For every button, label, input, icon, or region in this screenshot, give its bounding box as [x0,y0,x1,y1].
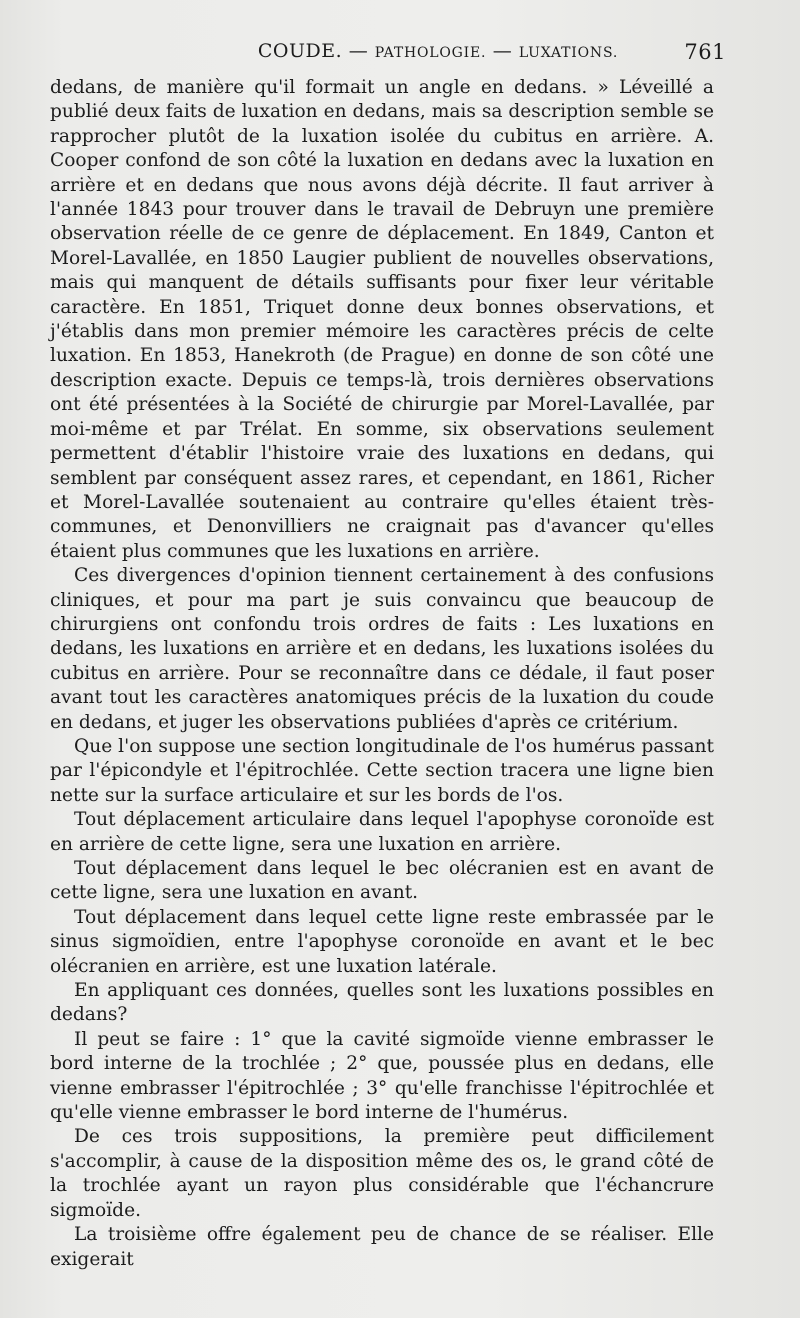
paragraph-1: dedans, de manière qu'il formait un angle en dedans. » Léveillé a publié deux faits de luxation en dedans, mais sa description semble se rapprocher plutôt de la luxation isolée du cubitus en arrière. A. Cooper confond de son côté la luxation en dedans avec la luxation en arrière et en dedans que nous avons déjà décrite. Il faut arriver à l'année 1843 pour trouver dans le travail de Debruyn une première observation réelle de ce genre de déplacement. En 1849, Canton et Morel-Lavallée, en 1850 Laugier publient de nouvelles observations, mais qui manquent de détails suffisants pour fixer leur véritable caractère. En 1851, Triquet donne deux bonnes observations, et j'établis dans mon premier mémoire les caractères précis de celte luxation. En 1853, Hanekroth (de Prague) en donne de son côté une description exacte. Depuis ce temps-là, trois dernières observations ont été présentées à la Société de chirurgie par Morel-Lavallée, par moi-même et par Trélat. En somme, six observations seulement permettent d'établir l'histoire vraie des luxations en dedans, qui semblent par conséquent assez rares, et cependant, en 1861, Richer et Morel-Lavallée soutenaient au contraire qu'elles étaient très-communes, et Denonvilliers ne craignait pas d'avancer qu'elles étaient plus communes que les luxations en arrière. [50,77,714,562]
running-head-part4: LUXATIONS. [518,45,619,61]
running-head-part3: — [492,40,513,62]
paragraph-6: Tout déplacement dans lequel cette ligne reste embrassée par le sinus sigmoïdien, entre l'apophyse coronoïde en avant et le bec olécranien en arrière, est une luxation latérale. [50,906,714,977]
paragraph-7: En appliquant ces données, quelles sont les luxations possibles en dedans? [50,980,714,1026]
page-number: 761 [684,40,726,64]
running-head-part1: COUDE. — [257,40,369,62]
running-head-part2: PATHOLOGIE. [374,45,487,61]
running-head [50,40,770,76]
paragraph-9: De ces trois suppositions, la première peut difficilement s'accomplir, à cause de la disposition même des os, le grand côté de la trochlée ayant un rayon plus considérable que l'échancrure sigmoïde. [50,1126,714,1221]
paragraph-10: La troisième offre également peu de chance de se réaliser. Elle exigerait [50,1224,714,1270]
running-head-title [258,40,618,62]
body-text [50,76,714,1272]
paragraph-2: Ces divergences d'opinion tiennent certainement à des confusions cliniques, et pour ma part je suis convaincu que beaucoup de chirurgiens ont confondu trois ordres de faits : Les luxations en dedans, les luxations en arrière et en dedans, les luxations isolées du cubitus en arrière. Pour se reconnaître dans ce dédale, il faut poser avant tout les caractères anatomiques précis de la luxation du coude en dedans, et juger les observations publiées d'après ce critérium. [50,565,714,733]
paragraph-4: Tout déplacement articulaire dans lequel l'apophyse coronoïde est en arrière de cette ligne, sera une luxation en arrière. [50,809,714,855]
paragraph-8: Il peut se faire : 1° que la cavité sigmoïde vienne embrasser le bord interne de la trochlée ; 2° que, poussée plus en dedans, elle vienne embrasser l'épitrochlée ; 3° qu'elle franchisse l'épitrochlée et qu'elle vienne embrasser le bord interne de l'humérus. [50,1028,714,1124]
paragraph-3: Que l'on suppose une section longitudinale de l'os humérus passant par l'épicondyle et l'épitrochlée. Cette section tracera une ligne bien nette sur la surface articulaire et sur les bords de l'os. [50,735,714,806]
paragraph-5: Tout déplacement dans lequel le bec olécranien est en avant de cette ligne, sera une luxation en avant. [50,858,714,904]
